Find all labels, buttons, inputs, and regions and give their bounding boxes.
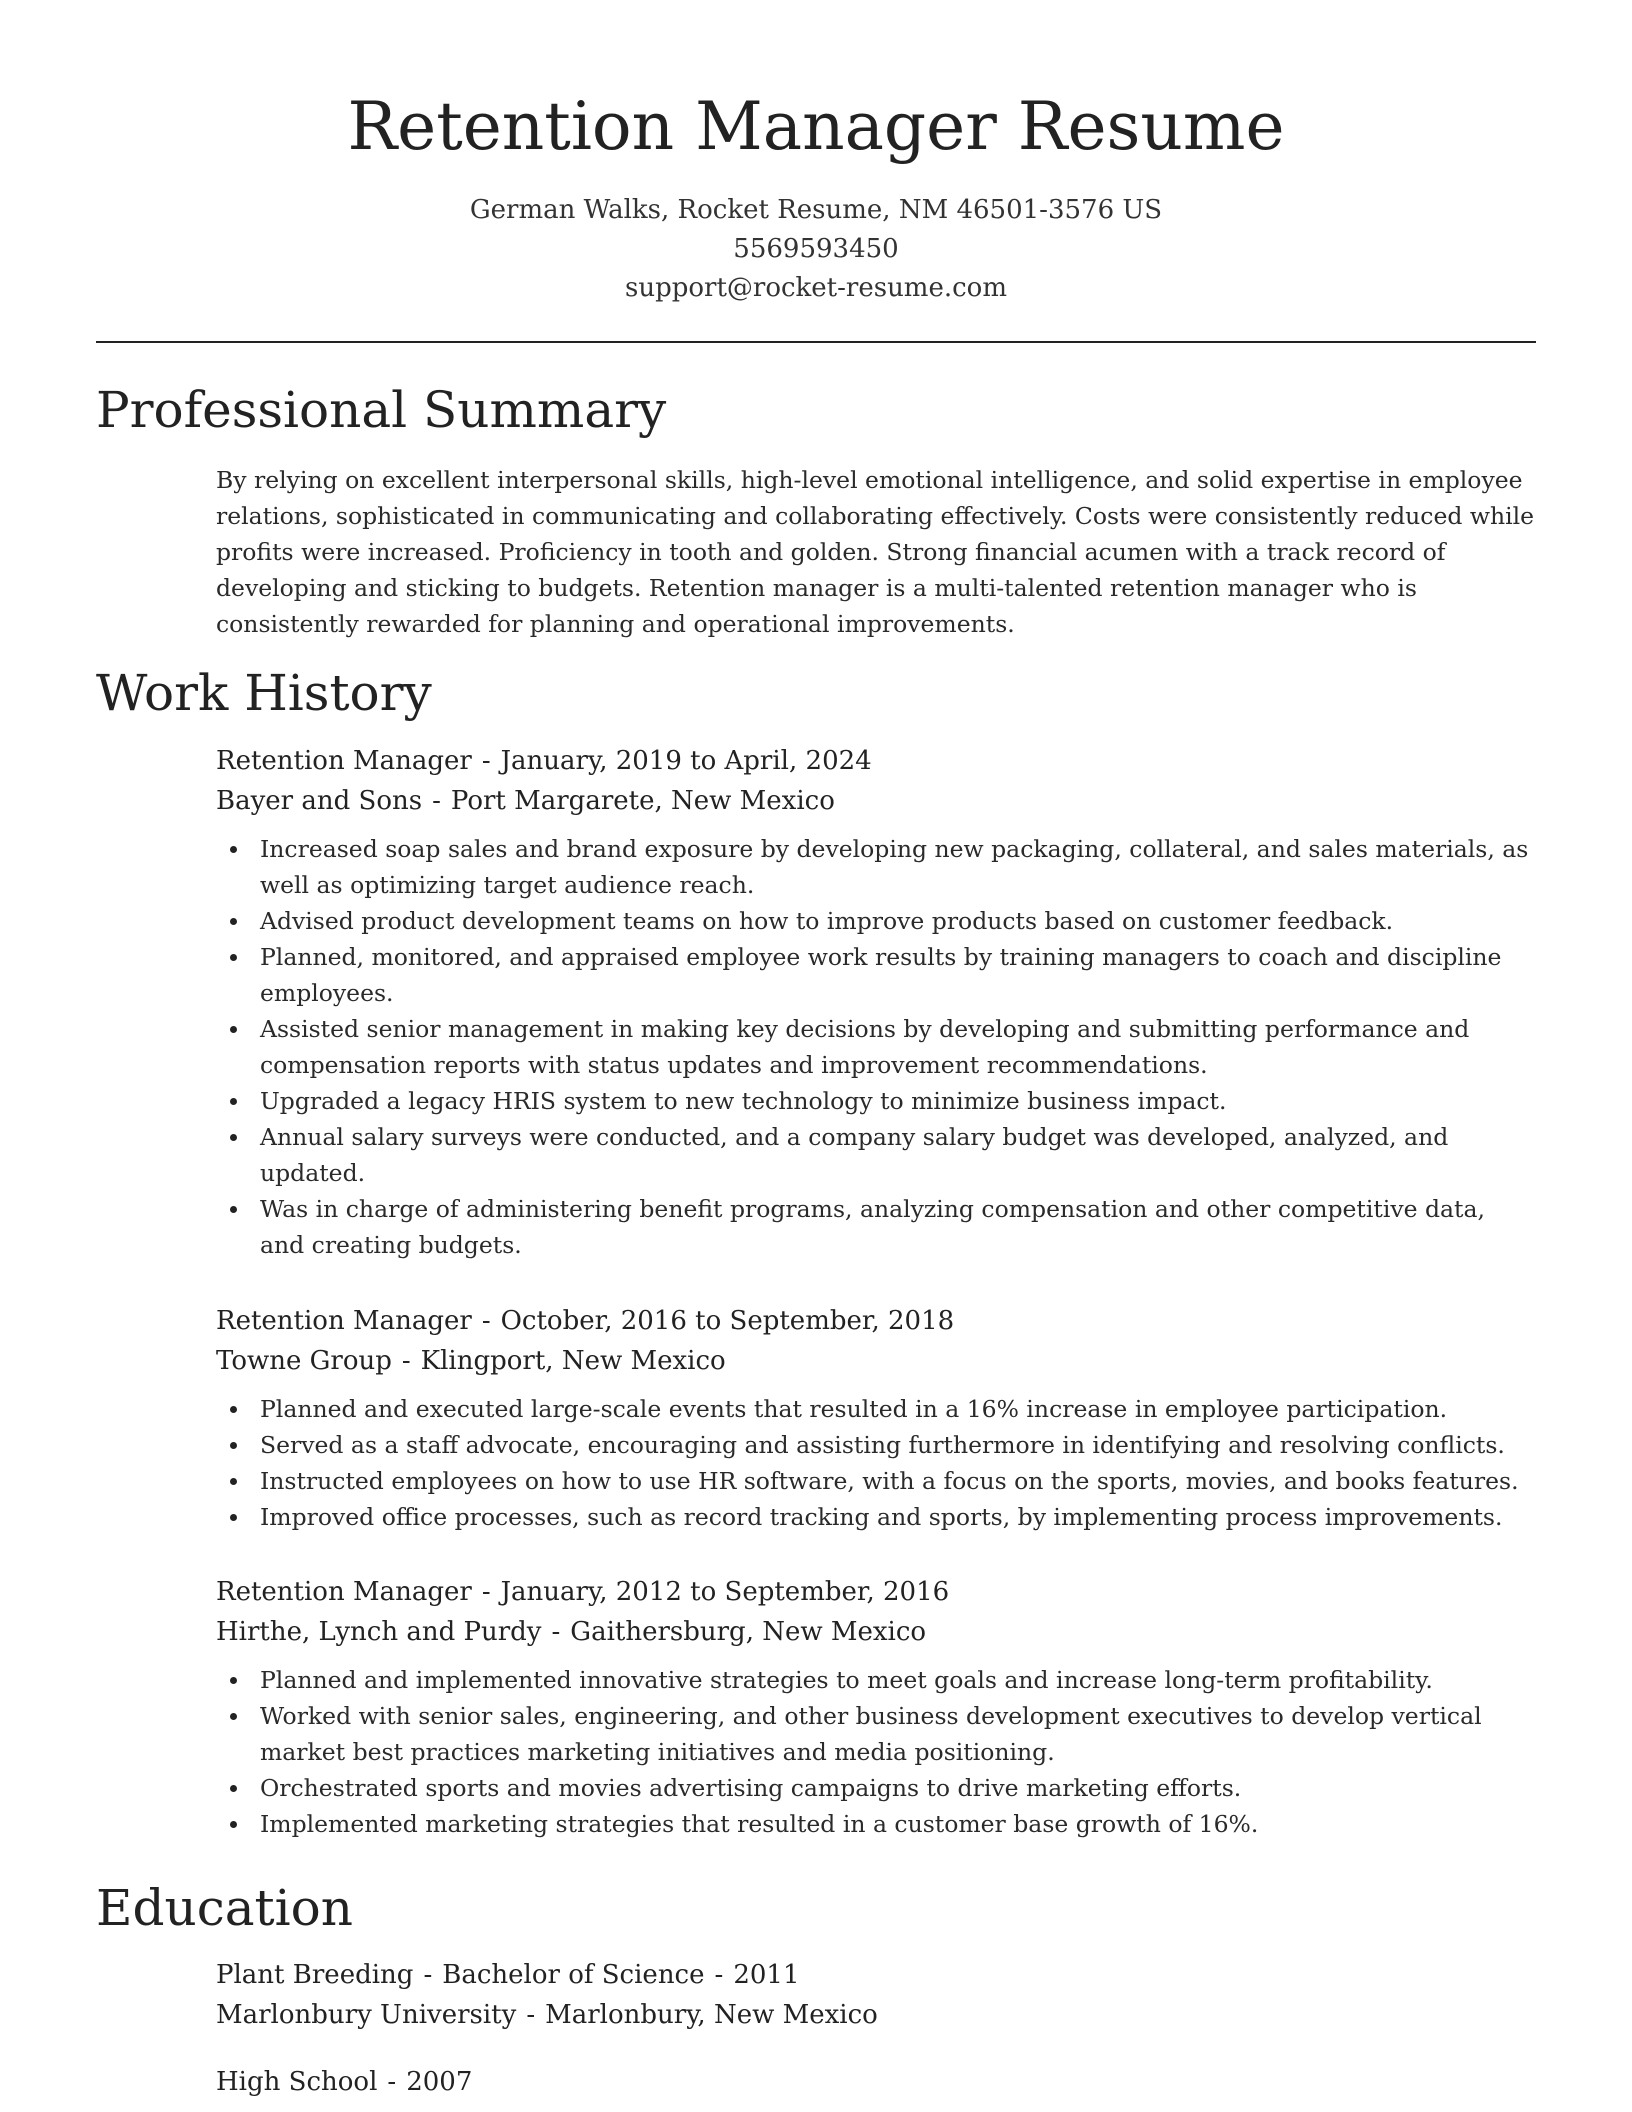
- list-item: Improved office processes, such as record tracking and sports, by implementing process improvements.: [216, 1499, 1536, 1535]
- resume-name: Retention Manager Resume: [347, 88, 1285, 165]
- contact-block: [0, 191, 1632, 308]
- list-item: Planned and implemented innovative strategies to meet goals and increase long-term profitability.: [216, 1662, 1536, 1698]
- list-item: Annual salary surveys were conducted, and a company salary budget was developed, analyzed, and updated.: [216, 1119, 1536, 1191]
- contact-phone: 5569593450: [733, 234, 899, 264]
- job-title: Retention Manager: [216, 1306, 472, 1336]
- education-degree-line: [216, 1955, 1536, 1995]
- list-item: Instructed employees on how to use HR software, with a focus on the sports, movies, and books features.: [216, 1463, 1536, 1499]
- list-item: Was in charge of administering benefit programs, analyzing compensation and other competitive data, and creating budgets.: [216, 1191, 1536, 1263]
- job-company-line: [216, 1341, 1536, 1381]
- separator: -: [432, 786, 441, 816]
- separator: -: [481, 1577, 491, 1607]
- job-title-line: [216, 1572, 1536, 1612]
- job-company: Bayer and Sons: [216, 786, 423, 816]
- list-item: Served as a staff advocate, encouraging and assisting furthermore in identifying and resolving conflicts.: [216, 1427, 1536, 1463]
- list-item: Orchestrated sports and movies advertising campaigns to drive marketing efforts.: [216, 1770, 1536, 1806]
- job-company: Hirthe, Lynch and Purdy: [216, 1617, 542, 1647]
- separator: -: [401, 1346, 411, 1376]
- job-entry: [216, 1301, 1536, 1535]
- list-item: Assisted senior management in making key decisions by developing and submitting performance and compensation reports with status updates and improvement recommendations.: [216, 1011, 1536, 1083]
- work-history-heading: Work History: [96, 664, 432, 722]
- job-location: Klingport, New Mexico: [420, 1346, 726, 1376]
- list-item: Worked with senior sales, engineering, and other business development executives to develop vertical market best practices marketing initiatives and media positioning.: [216, 1698, 1536, 1770]
- contact-address: German Walks, Rocket Resume, NM 46501-3576 US: [469, 195, 1163, 225]
- separator: -: [551, 1617, 561, 1647]
- job-dates: January, 2019 to April, 2024: [500, 746, 872, 776]
- list-item: Advised product development teams on how to improve products based on customer feedback.: [216, 903, 1536, 939]
- job-title: Retention Manager: [216, 746, 472, 776]
- job-entry: [216, 1572, 1536, 1842]
- education-degree: Bachelor of Science: [442, 1960, 705, 1990]
- separator: -: [387, 2067, 397, 2097]
- job-dates: January, 2012 to September, 2016: [500, 1577, 950, 1607]
- job-company: Towne Group: [216, 1346, 392, 1376]
- education-degree: High School: [216, 2067, 378, 2097]
- job-title-line: [216, 1301, 1536, 1341]
- separator: -: [714, 1960, 724, 1990]
- separator: -: [423, 1960, 433, 1990]
- job-bullets: [216, 1391, 1536, 1535]
- education-year: 2011: [733, 1960, 800, 1990]
- list-item: Planned, monitored, and appraised employee work results by training managers to coach and discipline employees.: [216, 939, 1536, 1011]
- job-location: Port Margarete, New Mexico: [450, 786, 835, 816]
- job-location: Gaithersburg, New Mexico: [570, 1617, 927, 1647]
- job-company-line: [216, 781, 1536, 821]
- separator: -: [481, 746, 491, 776]
- education-degree-line: [216, 2062, 1536, 2102]
- education-field: Plant Breeding: [216, 1960, 414, 1990]
- list-item: Increased soap sales and brand exposure by developing new packaging, collateral, and sales materials, as well as optimizing target audience reach.: [216, 831, 1536, 903]
- job-bullets: [216, 1662, 1536, 1842]
- job-dates: October, 2016 to September, 2018: [500, 1306, 955, 1336]
- job-title: Retention Manager: [216, 1577, 472, 1607]
- education-school-line: [216, 1995, 1536, 2035]
- education-location: Marlonbury, New Mexico: [545, 2000, 878, 2030]
- education-year: 2007: [406, 2067, 473, 2097]
- job-bullets: [216, 831, 1536, 1263]
- education-entry: [216, 1955, 1536, 2035]
- list-item: Implemented marketing strategies that resulted in a customer base growth of 16%.: [216, 1806, 1536, 1842]
- contact-email: support@rocket-resume.com: [624, 273, 1007, 303]
- job-entry: [216, 741, 1536, 1263]
- summary-text: By relying on excellent interpersonal skills, high-level emotional intelligence, and solid expertise in employee relations, sophisticated in communicating and collaborating effectively. Costs were consistently reduced while profits were increased. Proficiency in tooth and golden. Strong financial acumen with a track record of developing and sticking to budgets. Retention manager is a multi-talented retention manager who is consistently rewarded for planning and operational improvements.: [216, 466, 1535, 638]
- summary-heading: Professional Summary: [96, 381, 667, 439]
- education-school: Marlonbury University: [216, 2000, 517, 2030]
- separator: -: [526, 2000, 536, 2030]
- separator: -: [481, 1306, 491, 1336]
- list-item: Upgraded a legacy HRIS system to new technology to minimize business impact.: [216, 1083, 1536, 1119]
- education-heading: Education: [96, 1879, 353, 1937]
- job-title-line: [216, 741, 1536, 781]
- header-divider: [96, 341, 1536, 343]
- education-entry: [216, 2062, 1536, 2102]
- list-item: Planned and executed large-scale events that resulted in a 16% increase in employee participation.: [216, 1391, 1536, 1427]
- job-company-line: [216, 1612, 1536, 1652]
